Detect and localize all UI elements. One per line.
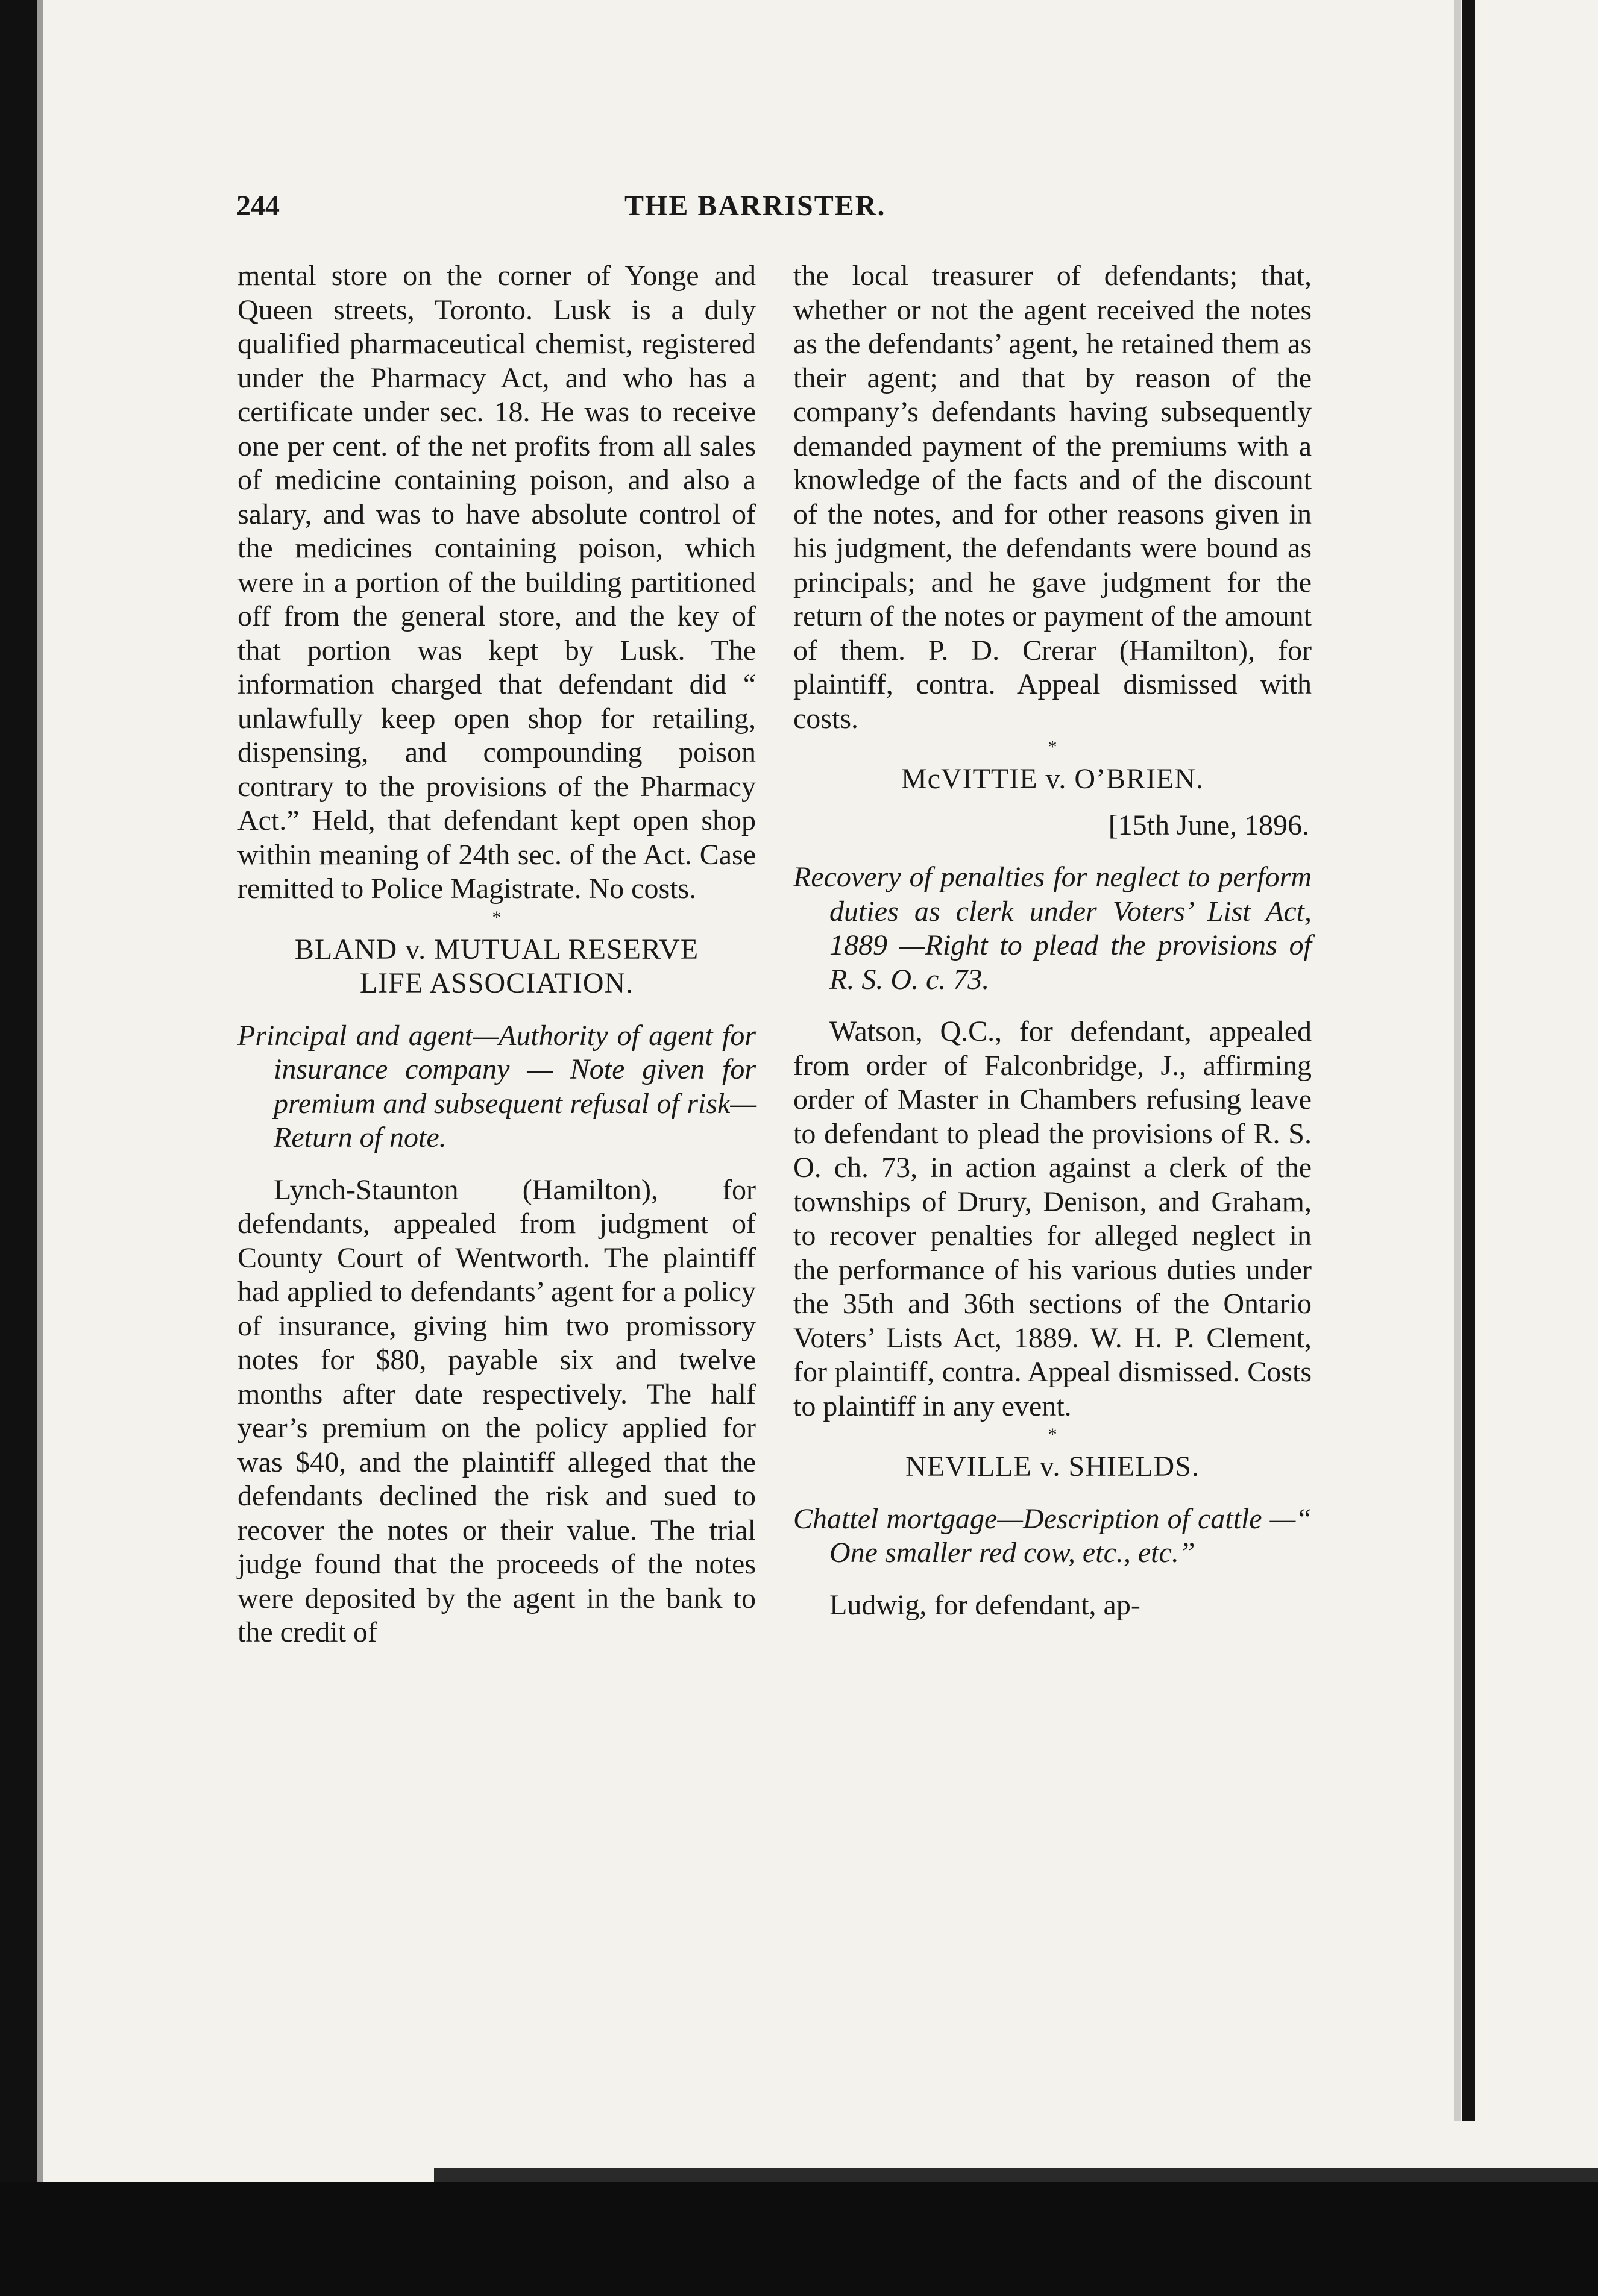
scan-right-border — [1462, 0, 1475, 2121]
case-title-bland-line1: BLAND v. MUTUAL RESERVE — [294, 933, 699, 965]
case-headnote-mcvittie: Recovery of penalties for neglect to perform duties as clerk under Voters’ List Act, 1889 —Right to plead the provisions of R. S. O. c. 73. — [793, 861, 1312, 996]
section-separator-star: * — [492, 907, 502, 927]
case-date-mcvittie: [15th June, 1896. — [1108, 809, 1309, 841]
scan-left-border — [0, 0, 37, 2296]
paragraph-continued-right: the local treasurer of defendants; that, whether or not the agent received the notes as the defendants’ agent, he retained them as their agent; and that by reason of the company’s defendants having subsequently demanded payment of the premiums with a knowledge of the facts and of the discount of the notes, and for other reasons given in his judgment, the defendants were bound as principals; and he gave judgment for the return of the notes or payment of the amount of them. P. D. Crerar (Hamilton), for plaintiff, contra. Appeal dismissed with costs. — [793, 260, 1312, 735]
case-body-mcvittie: Watson, Q.C., for defendant, appealed from order of Falconbridge, J., affirming order of Master in Chambers refusing leave to defendant to plead the provisions of R. S. O. ch. 73, in action against a clerk of the townships of Drury, Denison, and Graham, to recover penalties for alleged neglect in the performance of his various duties under the 35th and 36th sections of the Ontario Voters’ Lists Act, 1889. W. H. P. Clement, for plaintiff, contra. Appeal dismissed. Costs to plaintiff in any event. — [793, 1015, 1312, 1422]
case-headnote-bland: Principal and agent—Authority of agent for insurance company — Note given for premium and subsequent refusal of risk—Return of note. — [237, 1019, 756, 1153]
scan-left-border-shadow — [37, 0, 43, 2296]
case-title-bland-line2: LIFE ASSOCIATION. — [359, 967, 634, 999]
case-title-neville: NEVILLE v. SHIELDS. — [905, 1451, 1200, 1482]
running-title: THE BARRISTER. — [624, 190, 886, 222]
right-column — [793, 259, 1312, 1622]
section-separator-star: * — [1048, 737, 1057, 757]
scan-right-border-shadow — [1454, 0, 1461, 2121]
scan-bottom-border — [0, 2182, 1598, 2296]
left-column — [237, 259, 756, 1650]
case-body-neville: Ludwig, for defendant, ap- — [829, 1589, 1140, 1621]
paragraph-continued: mental store on the corner of Yonge and Queen streets, Toronto. Lusk is a duly qualified pharmaceutical chemist, registered under the Pharmacy Act, and who has a certificate under sec. 18. He was to receive one per cent. of the net profits from all sales of medicine containing poison, and also a salary, and was to have absolute control of the medicines containing poison, which were in a portion of the building partitioned off from the general store, and the key of that portion was kept by Lusk. The information charged that defendant did “ unlawfully keep open shop for retailing, dispensing, and compounding poison contrary to the provisions of the Pharmacy Act.” Held, that defendant kept open shop within meaning of 24th sec. of the Act. Case remitted to Police Magistrate. No costs. — [237, 260, 756, 905]
case-headnote-neville: Chattel mortgage—Description of cattle —“ One smaller red cow, etc., etc.” — [793, 1502, 1312, 1569]
case-body-bland: Lynch-Staunton (Hamilton), for defendants, appealed from judgment of County Court of Wentworth. The plaintiff had applied to defendants’ agent for a policy of insurance, giving him two promissory notes for $80, payable six and twelve months after date respectively. The half year’s premium on the policy applied for was $40, and the plaintiff alleged that the defendants declined the risk and sued to recover the notes or their value. The trial judge found that the proceeds of the notes were deposited by the agent in the bank to the credit of — [237, 1173, 756, 1648]
section-separator-star: * — [1048, 1425, 1057, 1444]
case-title-mcvittie: McVITTIE v. O’BRIEN. — [901, 763, 1204, 795]
page-number: 244 — [236, 190, 280, 222]
